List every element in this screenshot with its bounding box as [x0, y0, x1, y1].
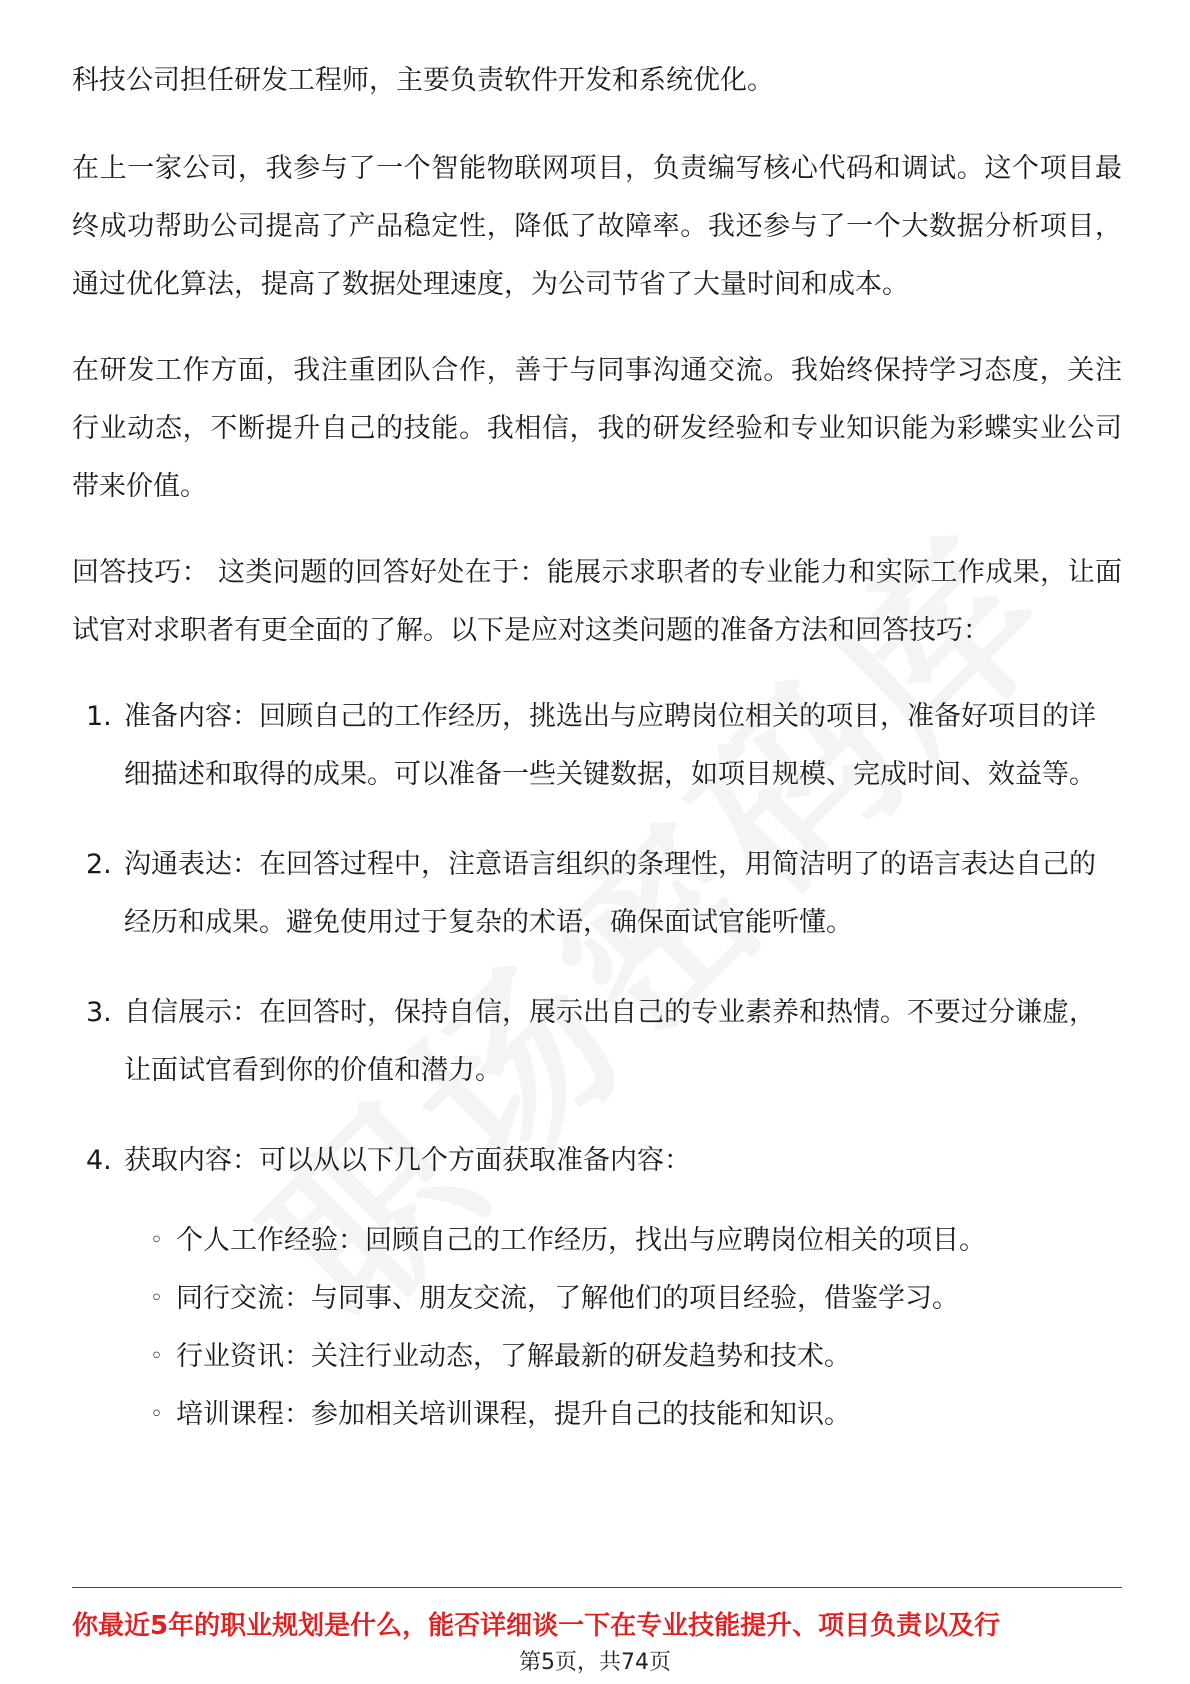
tips-list — [72, 688, 1122, 1444]
paragraph-intro: 科技公司担任研发工程师，主要负责软件开发和系统优化。 — [72, 65, 774, 96]
source-item — [124, 1270, 1122, 1328]
page-number: 第5页，共74页 — [519, 1650, 671, 1675]
next-question-heading: 你最近5年的职业规划是什么，能否详细谈一下在专业技能提升、项目负责以及行 — [72, 1611, 1001, 1641]
tip-text: 自信展示：在回答时，保持自信，展示出自己的专业素养和热情。不要过分谦虚，让面试官看到你的价值和潜力。 — [124, 997, 1096, 1086]
tip-item — [72, 836, 1122, 952]
tip-text: 沟通表达：在回答过程中，注意语言组织的条理性，用简洁明了的语言表达自己的经历和成果。避免使用过于复杂的术语，确保面试官能听懂。 — [124, 849, 1096, 938]
tip-item — [72, 1132, 1122, 1444]
tip-item — [72, 984, 1122, 1100]
paragraph-projects: 在上一家公司，我参与了一个智能物联网项目，负责编写核心代码和调试。这个项目最终成功帮助公司提高了产品稳定性，降低了故障率。我还参与了一个大数据分析项目，通过优化算法，提高了数据处理速度，为公司节省了大量时间和成本。 — [72, 153, 1122, 300]
hollow-bullet-icon: ◦ — [150, 1402, 163, 1427]
tip-item — [72, 688, 1122, 804]
tip-number: 2. — [86, 849, 112, 880]
hollow-bullet-icon: ◦ — [150, 1228, 163, 1253]
source-item — [124, 1328, 1122, 1386]
section-divider — [72, 1587, 1122, 1588]
source-text: 个人工作经验：回顾自己的工作经历，找出与应聘岗位相关的项目。 — [176, 1225, 986, 1256]
document-body — [72, 52, 1122, 1476]
hollow-bullet-icon: ◦ — [150, 1286, 163, 1311]
tip-number: 1. — [86, 701, 112, 732]
source-text: 同行交流：与同事、朋友交流，了解他们的项目经验，借鉴学习。 — [176, 1283, 959, 1314]
source-item — [124, 1386, 1122, 1444]
tip-text: 准备内容：回顾自己的工作经历，挑选出与应聘岗位相关的项目，准备好项目的详细描述和取得的成果。可以准备一些关键数据，如项目规模、完成时间、效益等。 — [124, 701, 1096, 790]
source-text: 培训课程：参加相关培训课程，提升自己的技能和知识。 — [176, 1399, 851, 1430]
sources-list — [124, 1212, 1122, 1444]
paragraph-work-style: 在研发工作方面，我注重团队合作，善于与同事沟通交流。我始终保持学习态度，关注行业动态，不断提升自己的技能。我相信，我的研发经验和专业知识能为彩蝶实业公司带来价值。 — [72, 355, 1122, 502]
tip-number: 3. — [86, 997, 112, 1028]
hollow-bullet-icon: ◦ — [150, 1344, 163, 1369]
tip-number: 4. — [86, 1145, 112, 1176]
tip-text: 获取内容：可以从以下几个方面获取准备内容： — [124, 1145, 691, 1176]
paragraph-answer-tips: 回答技巧： 这类问题的回答好处在于：能展示求职者的专业能力和实际工作成果，让面试官对求职者有更全面的了解。以下是应对这类问题的准备方法和回答技巧： — [72, 557, 1122, 646]
source-text: 行业资讯：关注行业动态，了解最新的研发趋势和技术。 — [176, 1341, 851, 1372]
source-item — [124, 1212, 1122, 1270]
